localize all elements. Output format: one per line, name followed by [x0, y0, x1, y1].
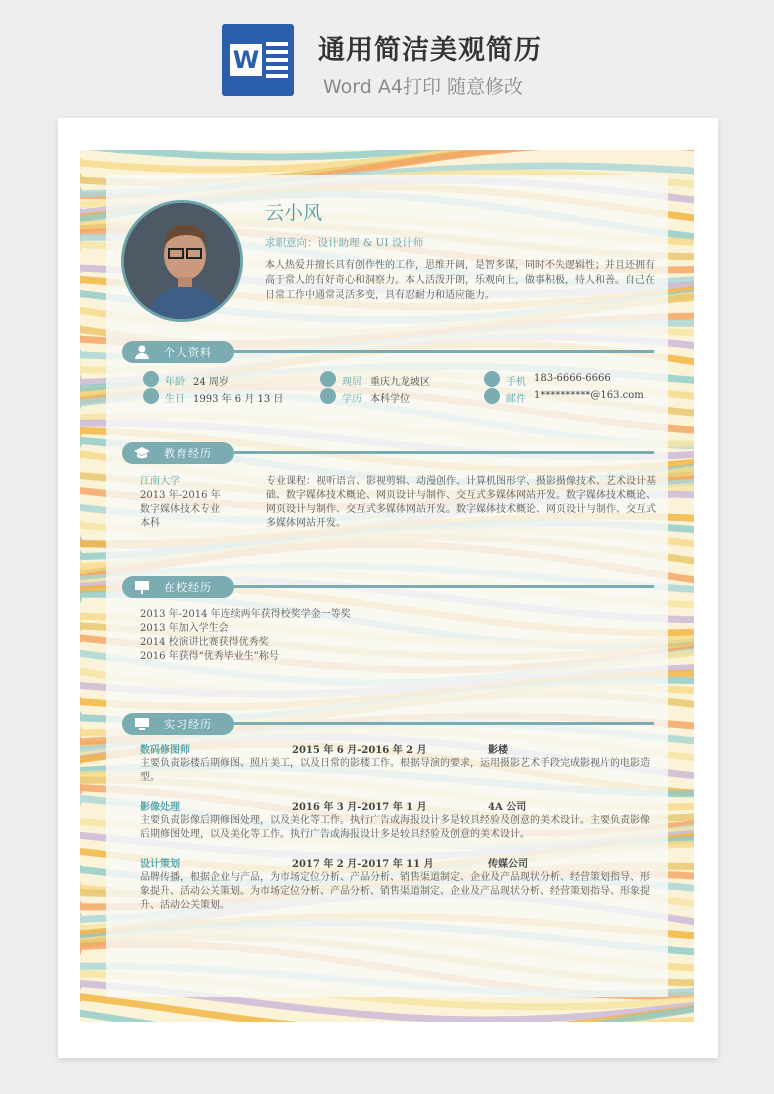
- self-introduction: 本人热爱并擅长具有创作性的工作，思维开阔，是智多谋，同时不失逻辑性；并且还拥有高于常人的有好奇心和洞察力。本人活泼开朗，乐观向上，做事积极，待人和善。自己在日常工作中通常灵活多变，具有忍耐力和适应能力。: [265, 260, 655, 301]
- job-title: 数码修图师: [140, 745, 190, 756]
- word-logo-letter: W: [230, 44, 262, 76]
- job-entry: [140, 855, 656, 913]
- education-period: 2013 年-2016 年: [140, 490, 221, 501]
- job-period: 2016 年 3 月-2017 年 1 月: [292, 802, 427, 813]
- job-company: 影楼: [488, 745, 508, 756]
- job-entry: [140, 798, 656, 842]
- job-period: 2015 年 6 月-2016 年 2 月: [292, 745, 427, 756]
- campus-list: [140, 608, 351, 664]
- job-intent: 求职意向：设计助理 & UI 设计师: [265, 237, 424, 249]
- section-pill: [122, 341, 234, 363]
- list-item: 2013 年加入学生会: [140, 623, 229, 634]
- job-entry: [140, 741, 656, 785]
- course-list: 专业课程：视听语言、影视剪辑、动漫创作、计算机图形学、摄影摄像技术、艺术设计基础、数字媒体技术概论、网页设计与制作、交互式多媒体网站开发。数字媒体技术概论、网页设计与制作、交互式多媒体网站开发。数字媒体技术概论、网页设计与制作、交互式多媒体网站开发。: [266, 476, 656, 529]
- education-summary: [140, 475, 221, 531]
- list-item: 2014 校演讲比赛获得优秀奖: [140, 637, 269, 648]
- presentation-icon: [134, 580, 150, 594]
- section-rule: [234, 350, 654, 353]
- job-title: 设计策划: [140, 859, 180, 870]
- name: 云小风: [265, 202, 323, 224]
- person-icon: [134, 345, 150, 359]
- graduation-cap-icon: [134, 446, 150, 460]
- monitor-icon: [134, 717, 150, 731]
- banner-subtitle: Word A4打印 随意修改: [323, 76, 524, 98]
- job-company: 4A 公司: [488, 802, 527, 813]
- job-company: 传媒公司: [488, 859, 528, 870]
- section-title: 个人资料: [164, 346, 212, 359]
- section-title: 在校经历: [164, 581, 212, 594]
- at-sign-icon: [484, 388, 500, 404]
- avatar: [121, 200, 243, 322]
- section-title: 教育经历: [164, 447, 212, 460]
- job-period: 2017 年 2 月-2017 年 11 月: [292, 859, 434, 870]
- section-title: 实习经历: [164, 718, 212, 731]
- job-description: 主要负责影楼后期修图、照片美工，以及日常的影楼工作。根据导演的要求，运用摄影艺术手段完成影视片的电影造型。: [140, 758, 650, 783]
- age-icon: [143, 371, 159, 387]
- location-pin-icon: [320, 371, 336, 387]
- graduation-cap-icon: [320, 388, 336, 404]
- school-name: 江南大学: [140, 476, 180, 487]
- cake-icon: [143, 388, 159, 404]
- job-title: 影像处理: [140, 802, 180, 813]
- job-description: 主要负责影像后期修图处理，以及美化等工作。执行广告或海报设计多是较具经验及创意的美术设计。主要负责影像后期修图处理，以及美化等工作。执行广告或海报设计多是较具经验及创意的美术设计。: [140, 815, 650, 840]
- list-item: 2013 年-2014 年连续两年获得校奖学金一等奖: [140, 609, 351, 620]
- job-description: 品牌传播，根据企业与产品，为市场定位分析、产品分析、销售渠道制定、企业及产品现状分析、经营策划指导、形象提升、活动公关策划。为市场定位分析、产品分析、销售渠道制定、企业及产品现状分析、经营策划指导、形象提升、活动公关策划。: [140, 872, 650, 911]
- education-major: 数字媒体技术专业: [140, 504, 220, 515]
- education-level: 本科: [140, 518, 160, 529]
- phone-icon: [484, 371, 500, 387]
- list-item: 2016 年获得“优秀毕业生”称号: [140, 651, 279, 662]
- banner-title: 通用简洁美观简历: [318, 35, 542, 66]
